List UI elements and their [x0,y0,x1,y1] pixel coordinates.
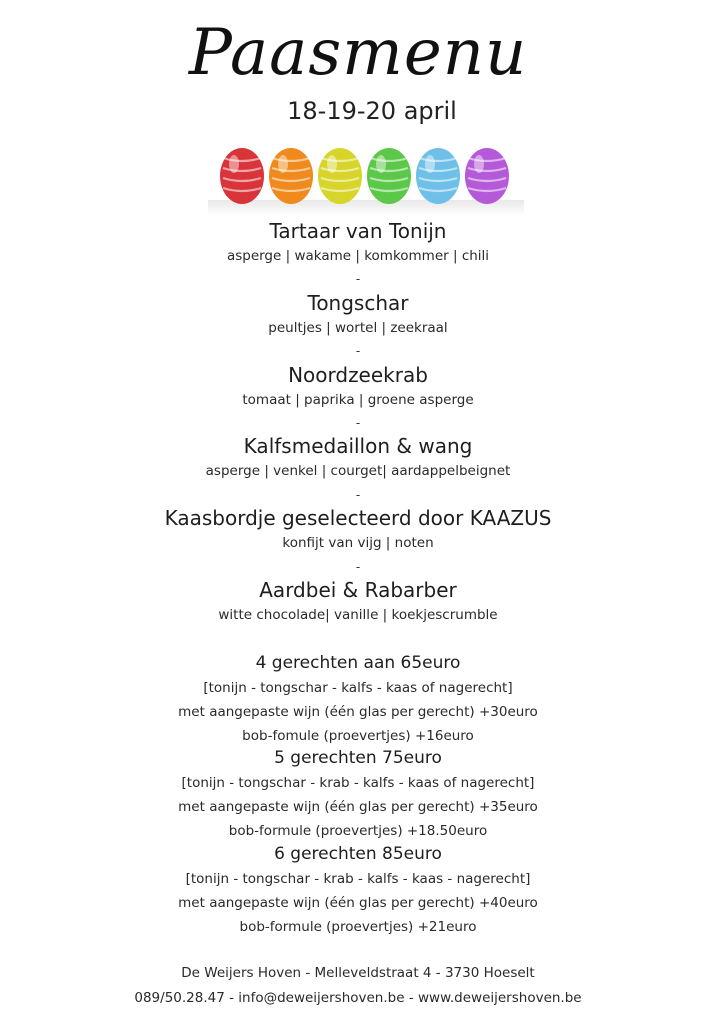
price-bob: bob-formule (proevertjes) +21euro [239,919,477,935]
egg-highlight [327,155,337,173]
event-date: 18-19-20 april [287,97,457,125]
course-4 [0,433,716,480]
price-wine: met aangepaste wijn (één glas per gerecht) +40euro [178,895,538,911]
course-5 [0,505,716,552]
course-details: asperge | wakame | komkommer | chili [226,248,490,264]
header [0,0,716,125]
course-details: konfijt van vijg | noten [282,535,434,551]
separator: - [355,488,361,502]
price-selection: [tonijn - tongschar - krab - kalfs - kaas of nagerecht] [181,775,535,791]
course-name: Tongschar [307,291,409,315]
easter-eggs-image [208,138,524,218]
course-details: peultjes | wortel | zeekraal [268,320,448,336]
footer-contact: 089/50.28.47 - info@deweijershoven.be - www.deweijershoven.be [134,990,582,1006]
course-name: Aardbei & Rabarber [259,578,457,602]
separator: - [355,560,361,574]
price-heading: 6 gerechten 85euro [274,844,442,864]
easter-egg [367,148,411,204]
course-2 [0,290,716,337]
price-selection: [tonijn - tongschar - kalfs - kaas of nagerecht] [203,680,513,696]
course-1 [0,218,716,265]
course-name: Noordzeekrab [288,363,428,387]
course-details: witte chocolade| vanille | koekjescrumble [218,607,498,623]
price-selection: [tonijn - tongschar - krab - kalfs - kaas - nagerecht] [185,871,531,887]
price-heading: 5 gerechten 75euro [274,748,442,768]
price-bob: bob-fomule (proevertjes) +16euro [242,728,474,744]
separator: - [355,416,361,430]
course-details: asperge | venkel | courget| aardappelbeignet [205,463,511,479]
easter-egg [416,148,460,204]
price-wine: met aangepaste wijn (één glas per gerecht) +35euro [178,799,538,815]
egg-highlight [376,155,386,173]
separator: - [355,344,361,358]
page-title: Paasmenu [188,16,528,90]
course-details: tomaat | paprika | groene asperge [242,392,474,408]
price-wine: met aangepaste wijn (één glas per gerecht) +30euro [178,704,538,720]
egg-highlight [474,155,484,173]
course-name: Kaasbordje geselecteerd door KAAZUS [164,506,552,530]
separator: - [355,272,361,286]
easter-egg [269,148,313,204]
egg-highlight [425,155,435,173]
price-heading: 4 gerechten aan 65euro [255,653,461,673]
course-6 [0,577,716,624]
footer-address: De Weijers Hoven - Melleveldstraat 4 - 3730 Hoeselt [181,965,535,981]
egg-highlight [229,155,239,173]
course-3 [0,362,716,409]
price-bob: bob-formule (proevertjes) +18.50euro [228,823,488,839]
egg-highlight [278,155,288,173]
easter-egg [465,148,509,204]
easter-egg [220,148,264,204]
course-name: Tartaar van Tonijn [269,219,447,243]
easter-egg [318,148,362,204]
course-name: Kalfsmedaillon & wang [243,434,473,458]
